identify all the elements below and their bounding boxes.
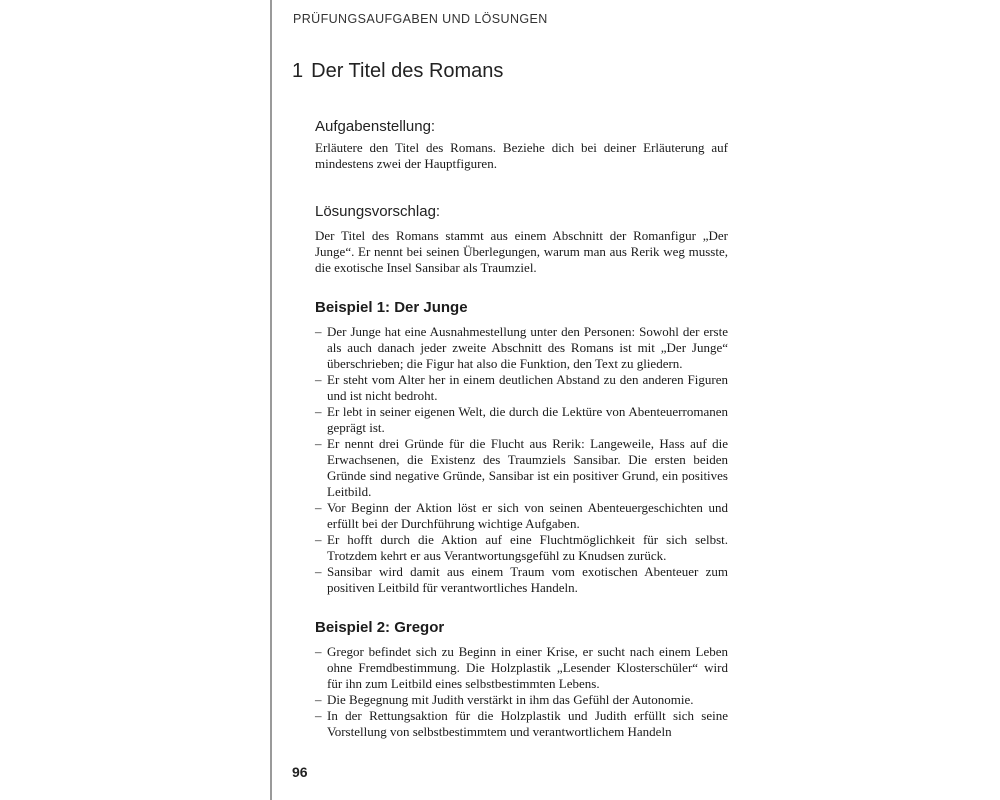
list-item: – Er lebt in seiner eigenen Welt, die durch die Lektüre von Abenteuerromanen geprägt ist. <box>315 404 728 436</box>
list-item: – Der Junge hat eine Ausnahmestellung unter den Personen: Sowohl der erste als auch danach jeder zweite Abschnitt des Romans ist mit „Der Junge“ überschrieben; die Figur hat also die Funktion, den Text zu gliedern. <box>315 324 728 372</box>
task-text: Erläutere den Titel des Romans. Beziehe dich bei deiner Erläuterung auf mindestens zwei der Hauptfiguren. <box>315 140 728 171</box>
right-margin <box>728 0 1000 800</box>
chapter-number: 1 <box>292 60 304 82</box>
chapter-title <box>292 60 503 83</box>
list-item: – Er steht vom Alter her in einem deutlichen Abstand zu den anderen Figuren und ist nicht bedroht. <box>315 372 728 404</box>
list-item: – Er nennt drei Gründe für die Flucht aus Rerik: Langeweile, Hass auf die Erwachsenen, die Existenz des Traumziels Sansibar. Die ersten beiden Gründe sind negative Gründe, Sansibar ist ein positiver Grund, ein positives Leitbild. <box>315 436 728 500</box>
list-item: – Die Begegnung mit Judith verstärkt in ihm das Gefühl der Autonomie. <box>315 692 728 708</box>
task-heading: Aufgabenstellung: <box>315 118 436 135</box>
example1-list <box>315 324 728 596</box>
example2-list <box>315 644 728 740</box>
running-head: PRÜFUNGSAUFGABEN UND LÖSUNGEN <box>293 12 548 26</box>
page-number: 96 <box>292 764 308 780</box>
list-item: – In der Rettungsaktion für die Holzplastik und Judith erfüllt sich seine Vorstellung von selbstbestimmtem und verantwortlichem Handeln <box>315 708 728 740</box>
chapter-title-text: Der Titel des Romans <box>311 60 504 82</box>
solution-heading: Lösungsvorschlag: <box>315 203 441 220</box>
list-item: – Gregor befindet sich zu Beginn in einer Krise, er sucht nach einem Leben ohne Fremdbestimmung. Die Holzplastik „Lesender Klosterschüler“ wird für ihn zum Leitbild eines selbstbestimmten Lebens. <box>315 644 728 692</box>
solution-text: Der Titel des Romans stammt aus einem Abschnitt der Romanfigur „Der Junge“. Er nennt bei seinen Überlegungen, warum man aus Rerik weg musste, die exotische Insel Sansibar als Traumziel. <box>315 228 728 275</box>
list-item: – Er hofft durch die Aktion auf eine Fluchtmöglichkeit für sich selbst. Trotzdem kehrt er aus Verantwortungsgefühl zu Knudsen zurück. <box>315 532 728 564</box>
list-item: – Vor Beginn der Aktion löst er sich von seinen Abenteuergeschichten und erfüllt bei der Durchführung wichtige Aufgaben. <box>315 500 728 532</box>
example1-heading: Beispiel 1: Der Junge <box>315 299 468 316</box>
list-item: – Sansibar wird damit aus einem Traum vom exotischen Abenteuer zum positiven Leitbild für verantwortliches Handeln. <box>315 564 728 596</box>
example2-heading: Beispiel 2: Gregor <box>315 619 445 636</box>
